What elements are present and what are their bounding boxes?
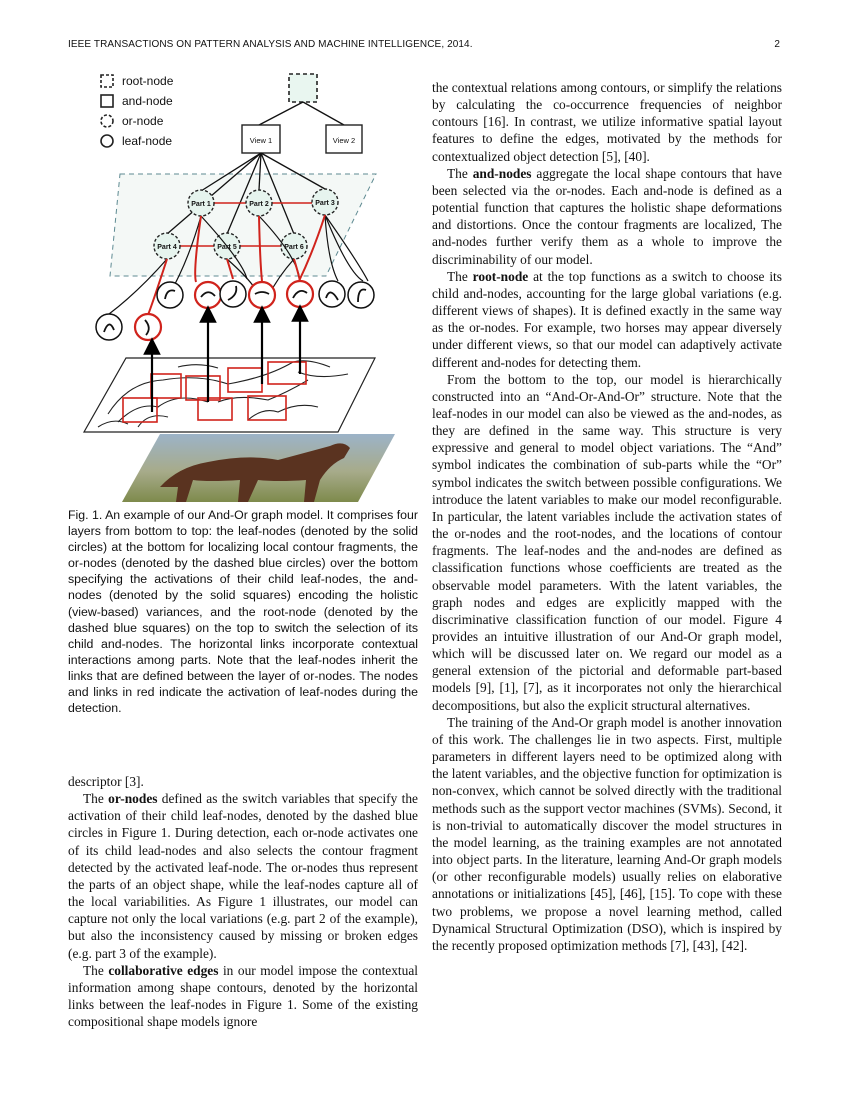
or-node-plane — [110, 174, 376, 276]
legend-root-symbol — [101, 75, 113, 87]
view1-label: View 1 — [249, 136, 273, 145]
legend-and-symbol — [101, 95, 113, 107]
legend-or-label: or-node — [122, 114, 164, 128]
part3-label: Part 3 — [315, 200, 335, 207]
left-paragraph-0: descriptor [3]. — [68, 774, 144, 789]
left-column — [68, 773, 418, 1030]
running-header — [68, 39, 780, 53]
term-collaborative-edges: collaborative edges — [108, 962, 219, 978]
right-paragraph-root-node: The root-node at the top functions as a switch to choose its child and-nodes, accounting for the large global variations (e.g. different views of shapes). It is defined exactly in the same way as the or-nodes. For example, two horses may appear diversely under different views, so that our model can adaptively activate different and-nodes for detecting them. — [432, 268, 782, 370]
view2-label: View 2 — [332, 136, 356, 145]
right-column — [432, 79, 782, 954]
figure-caption: Fig. 1. An example of our And-Or graph model. It comprises four layers from bottom to top: the leaf-nodes (denoted by the solid circles) at the bottom for localizing local contour fragments, the or-nodes (denoted by the dashed blue circles) over the bottom specifying the activations of their child leaf-nodes, the and-nodes (denoted by the solid squares) encoding the holistic (view-based) variances, and the root-node (denoted by the dashed blue squares) on the top to switch the selection of its child and-nodes. The horizontal links incorporate contextual interactions among parts. Note that the leaf-nodes inherit the links that are defined between the layer of or-nodes. The nodes and links in red indicate the activation of leaf-nodes during the detection. — [68, 508, 418, 716]
legend-or-symbol — [101, 115, 113, 127]
left-paragraph-or-nodes: The or-nodes defined as the switch variables that specify the activation of their child leaf-nodes, denoted by the dashed blue circles in Figure 1. During detection, each or-node activates one of its child lead-nodes and also selects the contour fragment detected by the activated leaf-node. The or-nodes thus represent the parts of an object shape, while the leaf-nodes capture all of the local variabilities. As Figure 1 illustrates, our model can capture not only the local variations (e.g. part 2 of the example), but also the inconsistency caused by missing or broken edges (e.g. part 3 of the example). — [68, 791, 418, 961]
and-or-graph-diagram — [68, 62, 420, 502]
edge-root-view1 — [259, 102, 303, 125]
legend-leaf-label: leaf-node — [122, 134, 173, 148]
legend — [101, 74, 174, 148]
term-root-node: root-node — [472, 268, 529, 284]
left-paragraph-collaborative-edges: The collaborative edges in our model impose the contextual information among shape contours, denoted by the horizontal links between the leaf-nodes in Figure 1. Some of the existing compositional shape models ignore — [68, 962, 419, 1030]
edge-root-view2 — [303, 102, 344, 125]
journal-title: IEEE TRANSACTIONS ON PATTERN ANALYSIS AND MACHINE INTELLIGENCE, 2014. — [68, 39, 473, 50]
edge-map-plane — [84, 358, 375, 432]
part1-label: Part 1 — [191, 201, 211, 208]
root-node — [289, 74, 317, 102]
legend-leaf-symbol — [101, 135, 113, 147]
part5-label: Part 5 — [217, 244, 237, 251]
figure-and-or-graph — [68, 62, 420, 502]
page-number: 2 — [774, 39, 780, 50]
part6-label: Part 6 — [284, 244, 304, 251]
term-and-nodes: and-nodes — [472, 165, 532, 181]
part2-label: Part 2 — [249, 201, 269, 208]
right-paragraph-0: the contextual relations among contours, or simplify the relations by calculating the co-occurrence frequencies of neighbor contours [16]. In contrast, we utilize informative spatial layout features to define the edges, motivated by the methods for contextualized object detection [5], [40]. — [432, 80, 782, 164]
right-paragraph-and-nodes: The and-nodes aggregate the local shape contours that have been selected via the or-nodes. Each and-node is defined as a potential function that captures the holistic shape deformations and distortions. Once the contour fragments are localized, The and-nodes further verify them as a whole to improve the discriminability of our model. — [432, 165, 782, 267]
term-or-nodes: or-nodes — [108, 791, 158, 807]
right-paragraph-structure: From the bottom to the top, our model is hierarchically constructed into an “And-Or-And-Or” structure. Note that the leaf-nodes in our model can also be viewed as the and-nodes, as they are defined in the same way. This structure is very expressive and general to model object variations. The “And” symbol indicates the combination of sub-parts while the “Or” symbol indicates the switch between possible configurations. We introduce the latent variables to make our model reconfigurable. In particular, the latent variables include the activation states of the or-nodes and the root-nodes, and the locations of contour fragments. The leaf-nodes and the and-nodes are defined as classification functions whose coefficients are treated as the observable model parameters. With the latent variables, the graph nodes and edges are explicitly mapped with the discriminative classification function of our model. Figure 4 provides an intuitive illustration of our And-Or graph model, which will be discussed later on. We regard our model as a general extension of the pictorial and deformable part-based models [9], [1], [7], as it incorporates not only the hierarchical decompositions, but also the explicit structural alternatives. — [432, 371, 782, 713]
legend-and-label: and-node — [122, 94, 173, 108]
right-paragraph-training: The training of the And-Or graph model is another innovation of this work. The challenges lie in two aspects. First, multiple parameters in different layers need to be optimized along with the latent variables, and the objective function for optimization is non-convex, which cannot be solved directly with the traditional methods such as the support vector machines (SVMs). Second, it is non-trivial to automatically discover the model structures in the model learning, as the training examples are not annotated into object parts. In the literature, learning And-Or graph models (or other reconfigurable models) usually relies on elaborative annotations or initializations [45], [46], [15]. To cope with these two problems, we propose a novel learning method, called Dynamical Structural Optimization (DSO), which is inspired by the recently proposed optimization methods [7], [43], [42]. — [432, 714, 782, 953]
legend-root-label: root-node — [122, 74, 174, 88]
part4-label: Part 4 — [157, 244, 177, 251]
